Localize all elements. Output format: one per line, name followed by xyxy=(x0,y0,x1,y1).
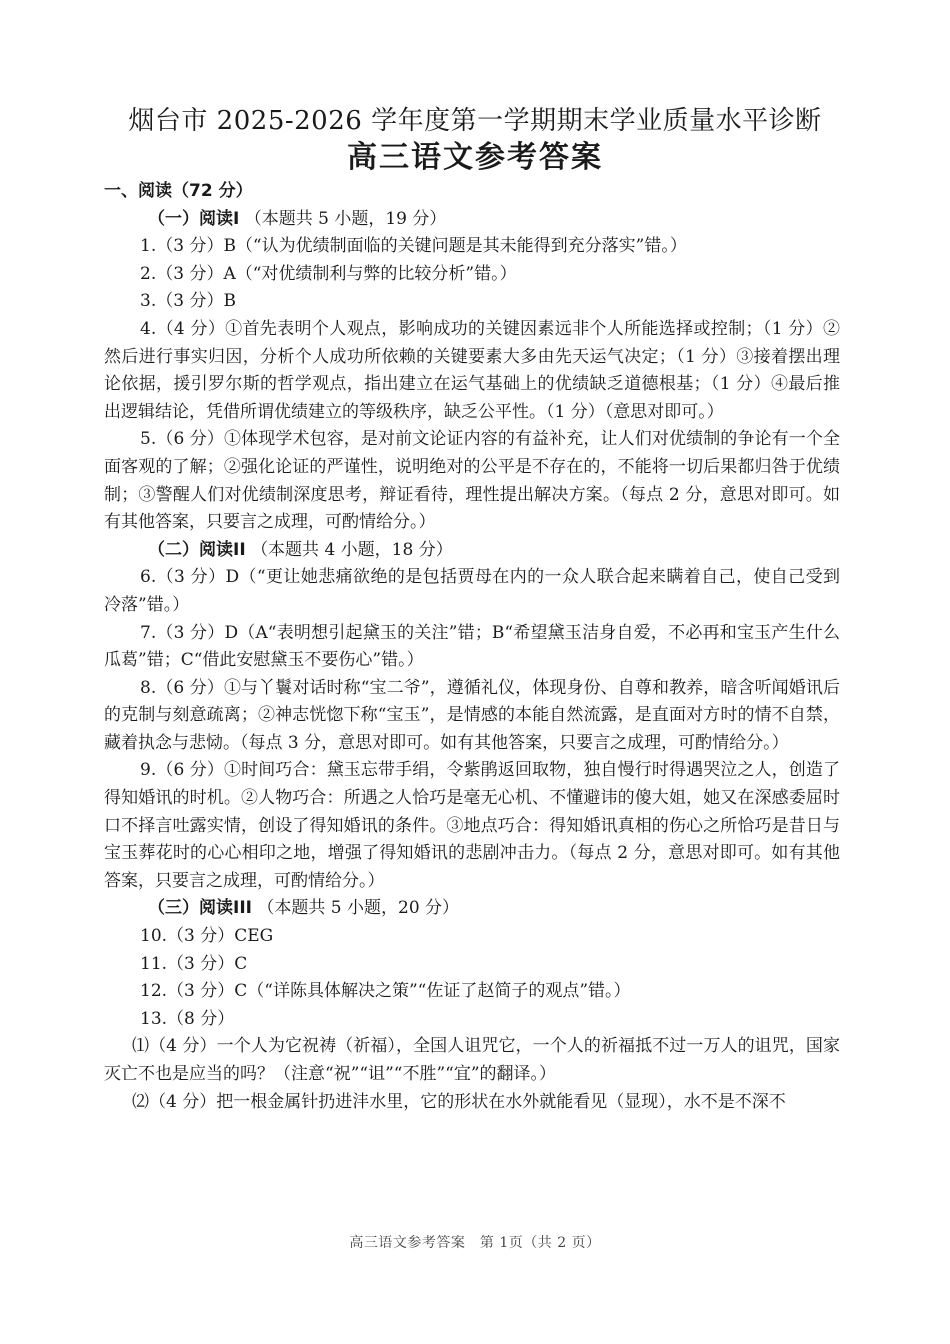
sub-answer-item: ⑴（4 分）一个人为它祝祷（祈福），全国人诅咒它，一个人的祈福抵不过一万人的诅咒，国家灭亡不也是应当的吗？（注意“祝”“诅”“不胜”“宜”的翻译。） xyxy=(104,1036,840,1084)
exam-title: 烟台市 2025-2026 学年度第一学期期末学业质量水平诊断 xyxy=(128,106,822,136)
document-title: 高三语文参考答案 xyxy=(347,140,603,175)
answer-item: 4.（4 分）①首先表明个人观点，影响成功的关键因素远非个人所能选择或控制；（1 分）②然后进行事实归因，分析个人成功所依赖的关键要素大多由先天运气决定；（1 分）③接着摆出理论依据，援引罗尔斯的哲学观点，指出建立在运气基础上的优绩缺乏道德根基；（1 分）④最后推出逻辑结论，凭借所谓优绩建立的等级秩序，缺乏公平性。（1 分）（意思对即可。） xyxy=(104,318,840,422)
subsection-label: （三）阅读III xyxy=(148,898,252,919)
subsection-note: （本题共 5 小题，19 分） xyxy=(244,208,447,229)
subsection-note: （本题共 5 小题，20 分） xyxy=(257,898,460,919)
answer-item: 2.（3 分）A（“对优绩制利与弊的比较分析”错。） xyxy=(140,263,517,284)
answer-item: 10.（3 分）CEG xyxy=(140,926,274,947)
answer-item: 12.（3 分）C（“详陈具体解决之策”“佐证了赵简子的观点”错。） xyxy=(140,981,631,1002)
subsection-label: （二）阅读II xyxy=(148,539,246,560)
answer-item: 8.（6 分）①与丫鬟对话时称“宝二爷”，遵循礼仪，体现身份、自尊和教养，暗含听闻婚讯后的克制与刻意疏离；②神志恍惚下称“宝玉”，是情感的本能自然流露，是直面对方时的情不自禁，藏着执念与悲恸。（每点 3 分，意思对即可。如有其他答案，只要言之成理，可酌情给分。） xyxy=(104,677,840,753)
answer-item: 7.（3 分）D（A“表明想引起黛玉的关注”错；B“希望黛玉洁身自爱，不必再和宝玉产生什么瓜葛”错；C“借此安慰黛玉不要伤心”错。） xyxy=(104,622,840,671)
subsection-heading-reading-3 xyxy=(104,895,840,923)
subsection-label: （一）阅读I xyxy=(148,208,240,229)
answer-item: 11.（3 分）C xyxy=(140,953,248,974)
answer-item: 9.（6 分）①时间巧合：黛玉忘带手绢，令紫鹃返回取物，独自慢行时得遇哭泣之人，创造了得知婚讯的时机。②人物巧合：所遇之人恰巧是毫无心机、不懂避讳的傻大姐，她又在深感委屈时口不择言吐露实情，创设了得知婚讯的条件。③地点巧合：得知婚讯真相的伤心之所恰巧是昔日与宝玉葬花时的心心相印之地，增强了得知婚讯的悲剧冲击力。（每点 2 分，意思对即可。如有其他答案，只要言之成理，可酌情给分。） xyxy=(104,760,840,891)
answer-item: 3.（3 分）B xyxy=(140,291,236,312)
subsection-heading-reading-2 xyxy=(104,537,840,565)
section-heading-reading: 一、阅读（72 分） xyxy=(104,181,253,201)
subsection-heading-reading-1 xyxy=(104,206,840,234)
sub-answer-item: ⑵（4 分）把一根金属针扔进沣水里，它的形状在水外就能看见（显现），水不是不深不 xyxy=(132,1091,786,1112)
subsection-note: （本题共 4 小题，18 分） xyxy=(251,539,453,560)
page-footer: 高三语文参考答案 第 1页（共 2 页） xyxy=(349,1235,601,1251)
answer-item: 6.（3 分）D（“更让她悲痛欲绝的是包括贾母在内的一众人联合起来瞒着自己，使自己受到冷落”错。） xyxy=(104,567,840,615)
answer-content xyxy=(104,178,840,1116)
answer-item: 13.（8 分） xyxy=(140,1008,235,1029)
answer-item: 1.（3 分）B（“认为优绩制面临的关键问题是其未能得到充分落实”错。） xyxy=(140,236,687,257)
answer-item: 5.（6 分）①体现学术包容，是对前文论证内容的有益补充，让人们对优绩制的争论有一个全面客观的了解；②强化论证的严谨性，说明绝对的公平是不存在的，不能将一切后果都归咎于优绩制；③警醒人们对优绩制深度思考，辩证看待，理性提出解决方案。（每点 2 分，意思对即可。如有其他答案，只要言之成理，可酌情给分。） xyxy=(104,429,840,533)
